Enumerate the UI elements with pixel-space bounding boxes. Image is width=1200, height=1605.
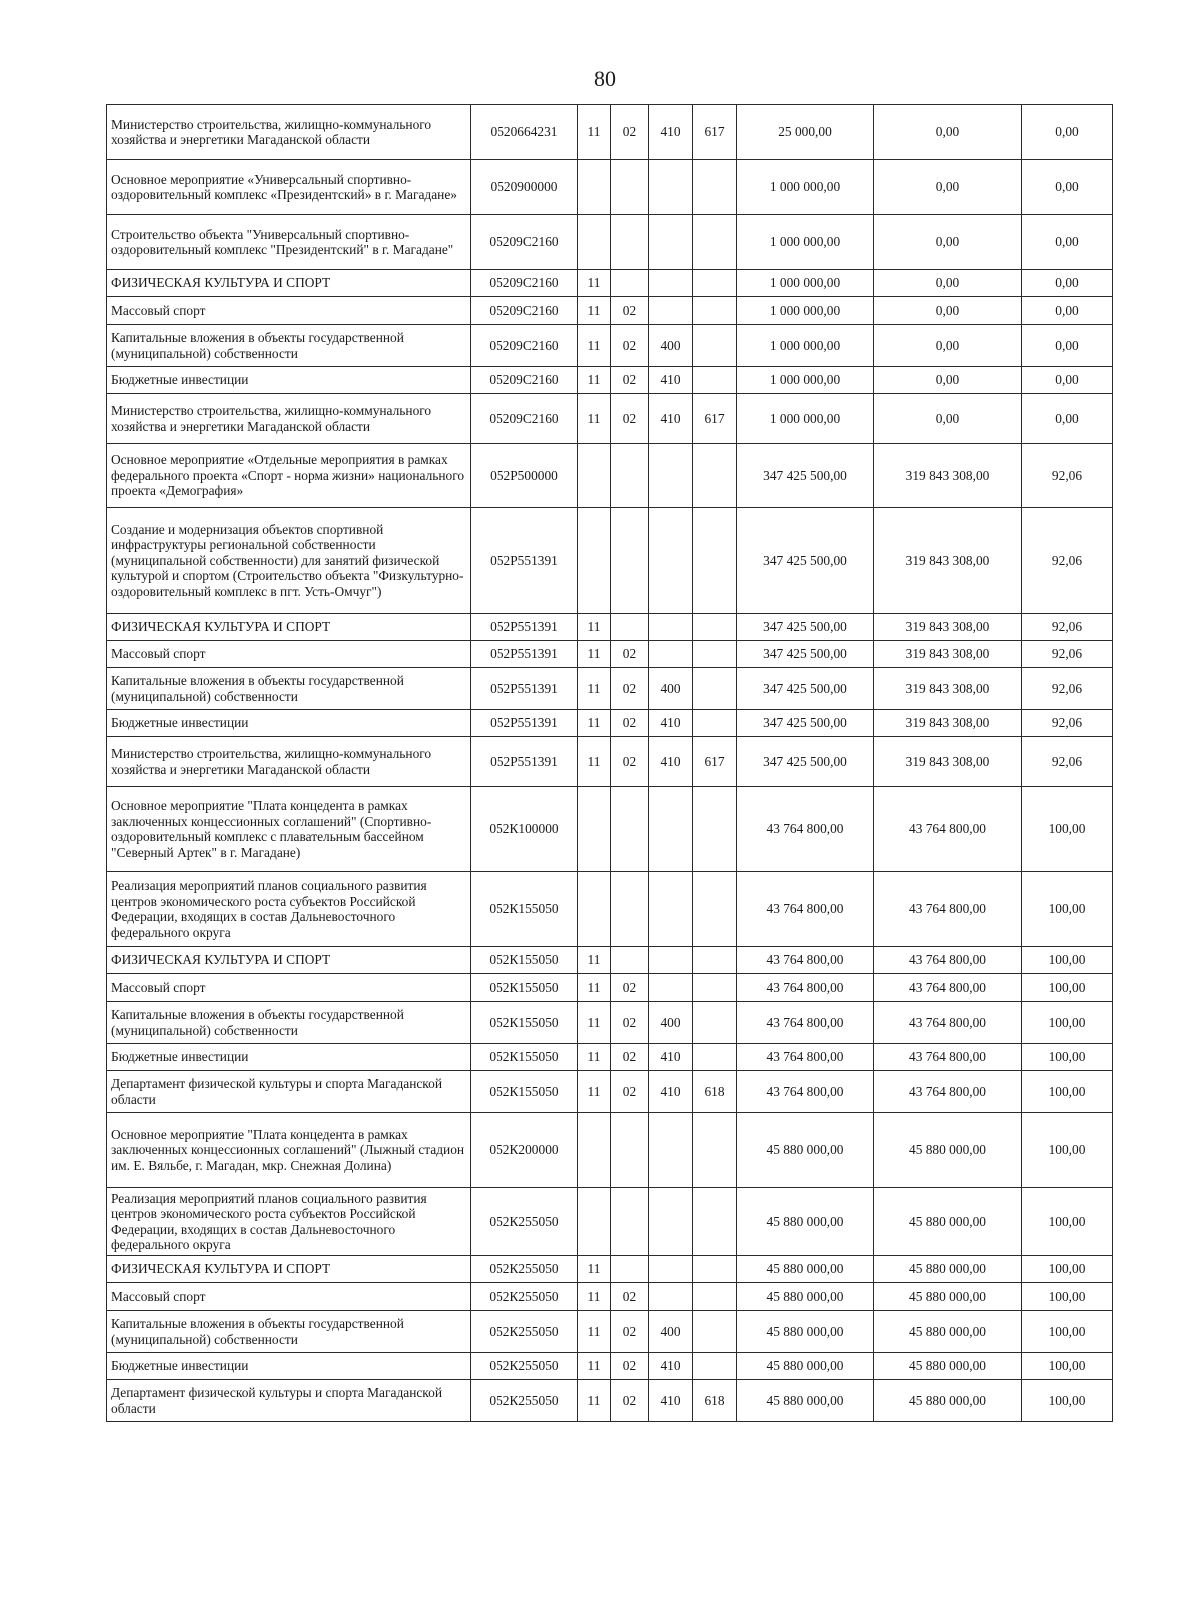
execution-percent-cell: 92,06 [1022, 444, 1113, 508]
administrator-code-cell [693, 297, 737, 325]
section-code-cell: 11 [578, 325, 611, 367]
administrator-code-cell: 617 [693, 737, 737, 787]
administrator-code-cell [693, 872, 737, 947]
execution-percent-cell: 0,00 [1022, 270, 1113, 297]
table-body [107, 105, 1113, 1422]
actual-amount-cell: 0,00 [874, 367, 1022, 394]
table-row [107, 641, 1113, 668]
actual-amount-cell: 43 764 800,00 [874, 1044, 1022, 1071]
row-name-cell: Бюджетные инвестиции [107, 710, 471, 737]
administrator-code-cell [693, 1353, 737, 1380]
target-code-cell: 05209С2160 [471, 215, 578, 270]
administrator-code-cell [693, 1311, 737, 1353]
target-code-cell: 052К255050 [471, 1256, 578, 1283]
execution-percent-cell: 100,00 [1022, 1044, 1113, 1071]
execution-percent-cell: 92,06 [1022, 737, 1113, 787]
execution-percent-cell: 100,00 [1022, 1311, 1113, 1353]
target-code-cell: 0520664231 [471, 105, 578, 160]
actual-amount-cell: 319 843 308,00 [874, 710, 1022, 737]
subsection-code-cell: 02 [611, 325, 649, 367]
administrator-code-cell [693, 1044, 737, 1071]
plan-amount-cell: 43 764 800,00 [737, 947, 874, 974]
section-code-cell: 11 [578, 641, 611, 668]
administrator-code-cell [693, 641, 737, 668]
section-code-cell [578, 1113, 611, 1188]
table-row [107, 394, 1113, 444]
expense-type-code-cell [649, 297, 693, 325]
row-name-cell: ФИЗИЧЕСКАЯ КУЛЬТУРА И СПОРТ [107, 1256, 471, 1283]
section-code-cell [578, 872, 611, 947]
expense-type-code-cell [649, 508, 693, 614]
execution-percent-cell: 100,00 [1022, 1071, 1113, 1113]
section-code-cell [578, 1188, 611, 1256]
table-row [107, 1071, 1113, 1113]
actual-amount-cell: 43 764 800,00 [874, 1071, 1022, 1113]
plan-amount-cell: 25 000,00 [737, 105, 874, 160]
row-name-cell: Бюджетные инвестиции [107, 1353, 471, 1380]
table-row [107, 710, 1113, 737]
administrator-code-cell: 618 [693, 1380, 737, 1422]
subsection-code-cell: 02 [611, 1311, 649, 1353]
expense-type-code-cell [649, 215, 693, 270]
subsection-code-cell [611, 787, 649, 872]
table-row [107, 1353, 1113, 1380]
actual-amount-cell: 45 880 000,00 [874, 1256, 1022, 1283]
plan-amount-cell: 43 764 800,00 [737, 1044, 874, 1071]
plan-amount-cell: 45 880 000,00 [737, 1113, 874, 1188]
administrator-code-cell [693, 1113, 737, 1188]
administrator-code-cell [693, 1283, 737, 1311]
section-code-cell: 11 [578, 947, 611, 974]
section-code-cell: 11 [578, 1353, 611, 1380]
row-name-cell: Бюджетные инвестиции [107, 1044, 471, 1071]
target-code-cell: 052К255050 [471, 1380, 578, 1422]
administrator-code-cell [693, 710, 737, 737]
expense-type-code-cell: 400 [649, 325, 693, 367]
plan-amount-cell: 45 880 000,00 [737, 1256, 874, 1283]
table-row [107, 297, 1113, 325]
subsection-code-cell: 02 [611, 1044, 649, 1071]
actual-amount-cell: 43 764 800,00 [874, 787, 1022, 872]
plan-amount-cell: 43 764 800,00 [737, 872, 874, 947]
actual-amount-cell: 0,00 [874, 105, 1022, 160]
plan-amount-cell: 43 764 800,00 [737, 974, 874, 1002]
actual-amount-cell: 319 843 308,00 [874, 641, 1022, 668]
subsection-code-cell [611, 444, 649, 508]
row-name-cell: Департамент физической культуры и спорта Магаданской области [107, 1071, 471, 1113]
row-name-cell: Департамент физической культуры и спорта Магаданской области [107, 1380, 471, 1422]
section-code-cell: 11 [578, 1311, 611, 1353]
plan-amount-cell: 1 000 000,00 [737, 297, 874, 325]
execution-percent-cell: 92,06 [1022, 508, 1113, 614]
subsection-code-cell: 02 [611, 105, 649, 160]
row-name-cell: Основное мероприятие "Плата концедента в рамках заключенных концессионных соглашений" (Спортивно-оздоровительный комплекс с плавательным бассейном "Северный Артек" в г. Магадане) [107, 787, 471, 872]
target-code-cell: 052К255050 [471, 1353, 578, 1380]
actual-amount-cell: 319 843 308,00 [874, 444, 1022, 508]
target-code-cell: 0520900000 [471, 160, 578, 215]
plan-amount-cell: 45 880 000,00 [737, 1188, 874, 1256]
target-code-cell: 052К255050 [471, 1311, 578, 1353]
subsection-code-cell [611, 508, 649, 614]
table-row [107, 1044, 1113, 1071]
section-code-cell [578, 160, 611, 215]
subsection-code-cell [611, 1188, 649, 1256]
target-code-cell: 052Р500000 [471, 444, 578, 508]
subsection-code-cell: 02 [611, 367, 649, 394]
execution-percent-cell: 92,06 [1022, 668, 1113, 710]
row-name-cell: Капитальные вложения в объекты государственной (муниципальной) собственности [107, 1002, 471, 1044]
target-code-cell: 05209С2160 [471, 297, 578, 325]
row-name-cell: Основное мероприятие «Отдельные мероприятия в рамках федерального проекта «Спорт - норма жизни» национального проекта «Демография» [107, 444, 471, 508]
plan-amount-cell: 43 764 800,00 [737, 1071, 874, 1113]
execution-percent-cell: 0,00 [1022, 297, 1113, 325]
administrator-code-cell [693, 668, 737, 710]
section-code-cell: 11 [578, 1283, 611, 1311]
section-code-cell: 11 [578, 1380, 611, 1422]
subsection-code-cell [611, 947, 649, 974]
administrator-code-cell [693, 947, 737, 974]
section-code-cell: 11 [578, 105, 611, 160]
target-code-cell: 052Р551391 [471, 641, 578, 668]
actual-amount-cell: 45 880 000,00 [874, 1113, 1022, 1188]
execution-percent-cell: 0,00 [1022, 367, 1113, 394]
target-code-cell: 052К100000 [471, 787, 578, 872]
subsection-code-cell: 02 [611, 641, 649, 668]
execution-percent-cell: 0,00 [1022, 215, 1113, 270]
target-code-cell: 052К155050 [471, 1071, 578, 1113]
execution-percent-cell: 100,00 [1022, 974, 1113, 1002]
execution-percent-cell: 100,00 [1022, 1188, 1113, 1256]
expense-type-code-cell [649, 641, 693, 668]
administrator-code-cell [693, 508, 737, 614]
execution-percent-cell: 100,00 [1022, 1283, 1113, 1311]
row-name-cell: ФИЗИЧЕСКАЯ КУЛЬТУРА И СПОРТ [107, 614, 471, 641]
expense-type-code-cell: 410 [649, 1353, 693, 1380]
expense-type-code-cell [649, 1283, 693, 1311]
section-code-cell: 11 [578, 394, 611, 444]
row-name-cell: Строительство объекта "Универсальный спортивно-оздоровительный комплекс "Президентский" в г. Магадане" [107, 215, 471, 270]
subsection-code-cell: 02 [611, 394, 649, 444]
subsection-code-cell: 02 [611, 1002, 649, 1044]
target-code-cell: 052К155050 [471, 947, 578, 974]
plan-amount-cell: 43 764 800,00 [737, 1002, 874, 1044]
actual-amount-cell: 319 843 308,00 [874, 508, 1022, 614]
execution-percent-cell: 92,06 [1022, 710, 1113, 737]
section-code-cell: 11 [578, 974, 611, 1002]
target-code-cell: 05209С2160 [471, 394, 578, 444]
actual-amount-cell: 0,00 [874, 325, 1022, 367]
row-name-cell: Массовый спорт [107, 1283, 471, 1311]
execution-percent-cell: 0,00 [1022, 394, 1113, 444]
row-name-cell: Бюджетные инвестиции [107, 367, 471, 394]
target-code-cell: 052К155050 [471, 1044, 578, 1071]
execution-percent-cell: 92,06 [1022, 614, 1113, 641]
table-row [107, 215, 1113, 270]
execution-percent-cell: 0,00 [1022, 105, 1113, 160]
budget-table [106, 104, 1113, 1422]
section-code-cell: 11 [578, 614, 611, 641]
expense-type-code-cell [649, 160, 693, 215]
administrator-code-cell [693, 367, 737, 394]
table-row [107, 1380, 1113, 1422]
target-code-cell: 052Р551391 [471, 737, 578, 787]
section-code-cell: 11 [578, 1044, 611, 1071]
section-code-cell: 11 [578, 710, 611, 737]
actual-amount-cell: 319 843 308,00 [874, 737, 1022, 787]
execution-percent-cell: 100,00 [1022, 1353, 1113, 1380]
actual-amount-cell: 45 880 000,00 [874, 1353, 1022, 1380]
subsection-code-cell: 02 [611, 974, 649, 1002]
actual-amount-cell: 43 764 800,00 [874, 947, 1022, 974]
administrator-code-cell [693, 325, 737, 367]
target-code-cell: 052К255050 [471, 1283, 578, 1311]
table-row [107, 508, 1113, 614]
administrator-code-cell [693, 444, 737, 508]
target-code-cell: 052К200000 [471, 1113, 578, 1188]
plan-amount-cell: 1 000 000,00 [737, 160, 874, 215]
subsection-code-cell [611, 614, 649, 641]
row-name-cell: Основное мероприятие "Плата концедента в рамках заключенных концессионных соглашений" (Лыжный стадион им. Е. Вяльбе, г. Магадан, мкр. Снежная Долина) [107, 1113, 471, 1188]
subsection-code-cell [611, 1256, 649, 1283]
expense-type-code-cell [649, 872, 693, 947]
table-row [107, 1283, 1113, 1311]
section-code-cell: 11 [578, 737, 611, 787]
administrator-code-cell [693, 1188, 737, 1256]
expense-type-code-cell [649, 614, 693, 641]
execution-percent-cell: 100,00 [1022, 1002, 1113, 1044]
administrator-code-cell: 617 [693, 105, 737, 160]
expense-type-code-cell: 410 [649, 394, 693, 444]
section-code-cell [578, 508, 611, 614]
table-row [107, 668, 1113, 710]
table-row [107, 974, 1113, 1002]
administrator-code-cell: 617 [693, 394, 737, 444]
table-row [107, 787, 1113, 872]
section-code-cell: 11 [578, 270, 611, 297]
administrator-code-cell [693, 160, 737, 215]
section-code-cell: 11 [578, 1071, 611, 1113]
table-row [107, 1256, 1113, 1283]
table-row [107, 737, 1113, 787]
expense-type-code-cell: 400 [649, 668, 693, 710]
plan-amount-cell: 1 000 000,00 [737, 270, 874, 297]
section-code-cell [578, 444, 611, 508]
table-row [107, 1188, 1113, 1256]
actual-amount-cell: 0,00 [874, 297, 1022, 325]
table-row [107, 325, 1113, 367]
row-name-cell: Реализация мероприятий планов социального развития центров экономического роста субъектов Российской Федерации, входящих в состав Дальневосточного федерального округа [107, 1188, 471, 1256]
expense-type-code-cell [649, 974, 693, 1002]
subsection-code-cell: 02 [611, 297, 649, 325]
subsection-code-cell [611, 215, 649, 270]
plan-amount-cell: 45 880 000,00 [737, 1311, 874, 1353]
plan-amount-cell: 45 880 000,00 [737, 1353, 874, 1380]
expense-type-code-cell: 410 [649, 105, 693, 160]
subsection-code-cell [611, 872, 649, 947]
plan-amount-cell: 347 425 500,00 [737, 614, 874, 641]
table-row [107, 444, 1113, 508]
execution-percent-cell: 100,00 [1022, 1256, 1113, 1283]
execution-percent-cell: 92,06 [1022, 641, 1113, 668]
expense-type-code-cell: 410 [649, 1071, 693, 1113]
actual-amount-cell: 45 880 000,00 [874, 1311, 1022, 1353]
actual-amount-cell: 0,00 [874, 394, 1022, 444]
execution-percent-cell: 100,00 [1022, 872, 1113, 947]
row-name-cell: Капитальные вложения в объекты государственной (муниципальной) собственности [107, 1311, 471, 1353]
execution-percent-cell: 100,00 [1022, 787, 1113, 872]
section-code-cell: 11 [578, 668, 611, 710]
administrator-code-cell: 618 [693, 1071, 737, 1113]
execution-percent-cell: 100,00 [1022, 1113, 1113, 1188]
plan-amount-cell: 347 425 500,00 [737, 710, 874, 737]
row-name-cell: Министерство строительства, жилищно-коммунального хозяйства и энергетики Магаданской области [107, 105, 471, 160]
expense-type-code-cell [649, 1113, 693, 1188]
administrator-code-cell [693, 1002, 737, 1044]
target-code-cell: 052Р551391 [471, 668, 578, 710]
administrator-code-cell [693, 787, 737, 872]
table-row [107, 160, 1113, 215]
actual-amount-cell: 45 880 000,00 [874, 1188, 1022, 1256]
plan-amount-cell: 45 880 000,00 [737, 1380, 874, 1422]
administrator-code-cell [693, 1256, 737, 1283]
target-code-cell: 052Р551391 [471, 614, 578, 641]
plan-amount-cell: 1 000 000,00 [737, 325, 874, 367]
expense-type-code-cell: 400 [649, 1311, 693, 1353]
row-name-cell: Массовый спорт [107, 974, 471, 1002]
expense-type-code-cell [649, 270, 693, 297]
table-row [107, 872, 1113, 947]
row-name-cell: Массовый спорт [107, 297, 471, 325]
plan-amount-cell: 43 764 800,00 [737, 787, 874, 872]
execution-percent-cell: 0,00 [1022, 160, 1113, 215]
table-row [107, 367, 1113, 394]
execution-percent-cell: 100,00 [1022, 1380, 1113, 1422]
administrator-code-cell [693, 614, 737, 641]
execution-percent-cell: 100,00 [1022, 947, 1113, 974]
expense-type-code-cell: 410 [649, 367, 693, 394]
expense-type-code-cell [649, 444, 693, 508]
subsection-code-cell [611, 270, 649, 297]
administrator-code-cell [693, 974, 737, 1002]
actual-amount-cell: 45 880 000,00 [874, 1283, 1022, 1311]
table-row [107, 1113, 1113, 1188]
expense-type-code-cell: 410 [649, 710, 693, 737]
section-code-cell [578, 787, 611, 872]
subsection-code-cell [611, 1113, 649, 1188]
table-row [107, 1002, 1113, 1044]
subsection-code-cell: 02 [611, 1380, 649, 1422]
plan-amount-cell: 1 000 000,00 [737, 367, 874, 394]
row-name-cell: Министерство строительства, жилищно-коммунального хозяйства и энергетики Магаданской области [107, 394, 471, 444]
section-code-cell [578, 215, 611, 270]
actual-amount-cell: 0,00 [874, 160, 1022, 215]
row-name-cell: ФИЗИЧЕСКАЯ КУЛЬТУРА И СПОРТ [107, 947, 471, 974]
plan-amount-cell: 347 425 500,00 [737, 668, 874, 710]
plan-amount-cell: 1 000 000,00 [737, 215, 874, 270]
expense-type-code-cell [649, 1188, 693, 1256]
row-name-cell: Капитальные вложения в объекты государственной (муниципальной) собственности [107, 325, 471, 367]
table-row [107, 614, 1113, 641]
expense-type-code-cell: 410 [649, 737, 693, 787]
expense-type-code-cell: 410 [649, 1044, 693, 1071]
actual-amount-cell: 43 764 800,00 [874, 1002, 1022, 1044]
target-code-cell: 052Р551391 [471, 710, 578, 737]
table-row [107, 105, 1113, 160]
section-code-cell: 11 [578, 367, 611, 394]
plan-amount-cell: 1 000 000,00 [737, 394, 874, 444]
target-code-cell: 05209С2160 [471, 367, 578, 394]
administrator-code-cell [693, 215, 737, 270]
target-code-cell: 052К155050 [471, 872, 578, 947]
expense-type-code-cell [649, 947, 693, 974]
expense-type-code-cell: 410 [649, 1380, 693, 1422]
row-name-cell: Основное мероприятие «Универсальный спортивно-оздоровительный комплекс «Президентский» в г. Магадане» [107, 160, 471, 215]
row-name-cell: Создание и модернизация объектов спортивной инфраструктуры региональной собственности (муниципальной собственности) для занятий физической культурой и спортом (Строительство объекта "Физкультурно-оздоровительный комплекс в пгт. Усть-Омчуг") [107, 508, 471, 614]
administrator-code-cell [693, 270, 737, 297]
expense-type-code-cell [649, 787, 693, 872]
actual-amount-cell: 319 843 308,00 [874, 668, 1022, 710]
actual-amount-cell: 0,00 [874, 215, 1022, 270]
subsection-code-cell: 02 [611, 1071, 649, 1113]
table-row [107, 947, 1113, 974]
expense-type-code-cell: 400 [649, 1002, 693, 1044]
subsection-code-cell: 02 [611, 1353, 649, 1380]
actual-amount-cell: 43 764 800,00 [874, 974, 1022, 1002]
target-code-cell: 052К155050 [471, 1002, 578, 1044]
target-code-cell: 05209С2160 [471, 325, 578, 367]
target-code-cell: 052К255050 [471, 1188, 578, 1256]
row-name-cell: ФИЗИЧЕСКАЯ КУЛЬТУРА И СПОРТ [107, 270, 471, 297]
section-code-cell: 11 [578, 1256, 611, 1283]
actual-amount-cell: 0,00 [874, 270, 1022, 297]
subsection-code-cell [611, 160, 649, 215]
execution-percent-cell: 0,00 [1022, 325, 1113, 367]
expense-type-code-cell [649, 1256, 693, 1283]
row-name-cell: Реализация мероприятий планов социального развития центров экономического роста субъектов Российской Федерации, входящих в состав Дальневосточного федерального округа [107, 872, 471, 947]
plan-amount-cell: 347 425 500,00 [737, 444, 874, 508]
row-name-cell: Массовый спорт [107, 641, 471, 668]
subsection-code-cell: 02 [611, 1283, 649, 1311]
plan-amount-cell: 45 880 000,00 [737, 1283, 874, 1311]
subsection-code-cell: 02 [611, 668, 649, 710]
section-code-cell: 11 [578, 297, 611, 325]
actual-amount-cell: 45 880 000,00 [874, 1380, 1022, 1422]
plan-amount-cell: 347 425 500,00 [737, 641, 874, 668]
target-code-cell: 052Р551391 [471, 508, 578, 614]
subsection-code-cell: 02 [611, 737, 649, 787]
plan-amount-cell: 347 425 500,00 [737, 737, 874, 787]
target-code-cell: 05209С2160 [471, 270, 578, 297]
subsection-code-cell: 02 [611, 710, 649, 737]
plan-amount-cell: 347 425 500,00 [737, 508, 874, 614]
table-row [107, 1311, 1113, 1353]
page-number: 80 [594, 66, 616, 91]
target-code-cell: 052К155050 [471, 974, 578, 1002]
table-row [107, 270, 1113, 297]
actual-amount-cell: 319 843 308,00 [874, 614, 1022, 641]
row-name-cell: Министерство строительства, жилищно-коммунального хозяйства и энергетики Магаданской области [107, 737, 471, 787]
section-code-cell: 11 [578, 1002, 611, 1044]
actual-amount-cell: 43 764 800,00 [874, 872, 1022, 947]
row-name-cell: Капитальные вложения в объекты государственной (муниципальной) собственности [107, 668, 471, 710]
